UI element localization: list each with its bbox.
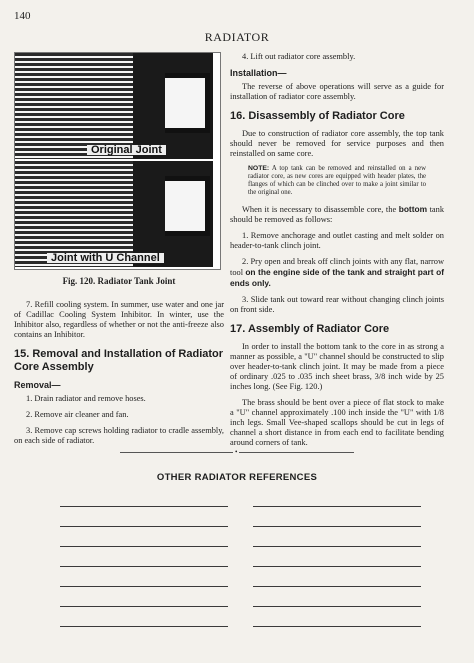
- section-16-paragraph-1: Due to construction of radiator core assembly, the top tank should never be removed for service purposes and then reinstalled on same core.: [230, 129, 444, 158]
- references-title: OTHER RADIATOR REFERENCES: [156, 472, 318, 483]
- section-17-paragraph-2: The brass should be bent over a piece of flat stock to make a "U" channel approximately .100 inch inside the "U" with 1/8 inch legs. Small Vee-shaped scallops should be cut in legs of channel a short distance in from each end to facilitate bending around corners of tank.: [230, 398, 444, 447]
- u-channel-joint-illustration: [15, 161, 220, 267]
- reference-line[interactable]: [253, 546, 421, 547]
- figure-label-original: Original Joint: [87, 145, 166, 155]
- divider-mark: •: [235, 448, 238, 456]
- left-column: [14, 52, 224, 452]
- reference-line[interactable]: [60, 566, 228, 567]
- disassembly-step-1: 1. Remove anchorage and outlet casting and melt solder on header-to-tank clinch joint.: [230, 231, 444, 250]
- section-17-paragraph-1: In order to install the bottom tank to the core in as strong a manner as possible, a "U" channel should be constructed to slip over header-to-tank clinch joint. It may be made from a piece of ordinary .025 to .035 inch sheet brass, 3/8 inch wide by 25 inches long. (See Fig. 120.): [230, 342, 444, 391]
- bold-bottom: bottom: [398, 204, 428, 214]
- removal-label: Removal—: [14, 380, 61, 390]
- figure-caption: Fig. 120. Radiator Tank Joint: [62, 276, 176, 286]
- page-number: 140: [14, 10, 31, 22]
- reference-line[interactable]: [253, 506, 421, 507]
- reference-line[interactable]: [60, 626, 228, 627]
- removal-step-3: 3. Remove cap screws holding radiator to cradle assembly, on each side of radiator.: [14, 426, 224, 445]
- reference-line[interactable]: [253, 586, 421, 587]
- note-block: [248, 165, 426, 197]
- removal-step-2: 2. Remove air cleaner and fan.: [26, 410, 129, 419]
- installation-label: Installation—: [230, 68, 287, 78]
- section-16-paragraph-2: When it is necessary to disassemble core, the bottom tank should be removed as follows:: [230, 204, 445, 224]
- reference-line[interactable]: [60, 526, 228, 527]
- reference-line[interactable]: [60, 586, 228, 587]
- disassembly-step-3: 3. Slide tank out toward rear without changing clinch joints on front side.: [230, 295, 444, 314]
- bold-engine-side: on the engine side of the tank and straight part of ends only.: [230, 267, 444, 288]
- section-16-heading: 16. Disassembly of Radiator Core: [230, 110, 405, 122]
- section-15-heading: 15. Removal and Installation of Radiator Core Assembly: [14, 348, 224, 373]
- step-7-paragraph: 7. Refill cooling system. In summer, use water and one jar of Cadillac Cooling System Inhibitor. In winter, use the Inhibitor also, regardless of whether or not the anti-freeze also contains an Inhibitor.: [14, 300, 224, 339]
- installation-text: The reverse of above operations will serve as a guide for installation of radiator core assembly.: [230, 82, 444, 101]
- disassembly-step-2: 2. Pry open and break off clinch joints with any flat, narrow tool on the engine side of the tank and straight part of ends only.: [230, 257, 444, 288]
- original-joint-illustration: [15, 53, 220, 159]
- right-column: [230, 52, 444, 454]
- reference-line[interactable]: [253, 526, 421, 527]
- section-17-heading: 17. Assembly of Radiator Core: [230, 323, 390, 335]
- reference-line[interactable]: [60, 546, 228, 547]
- note-label: NOTE:: [248, 165, 270, 172]
- removal-step-4: 4. Lift out radiator core assembly.: [242, 52, 356, 61]
- reference-line[interactable]: [253, 606, 421, 607]
- reference-line[interactable]: [253, 626, 421, 627]
- removal-step-1: 1. Drain radiator and remove hoses.: [26, 394, 146, 403]
- note-text: A top tank can be removed and reinstalled on a new radiator core, as new cores are equipped with header plates, the flanges of which can be clinched over to make a joint similar to the original one.: [248, 165, 426, 196]
- figure-label-u-channel: Joint with U Channel: [47, 253, 164, 263]
- radiator-tank-joint-figure: [14, 52, 221, 270]
- reference-line[interactable]: [60, 506, 228, 507]
- reference-line[interactable]: [253, 566, 421, 567]
- running-title: RADIATOR: [204, 30, 270, 44]
- reference-line[interactable]: [60, 606, 228, 607]
